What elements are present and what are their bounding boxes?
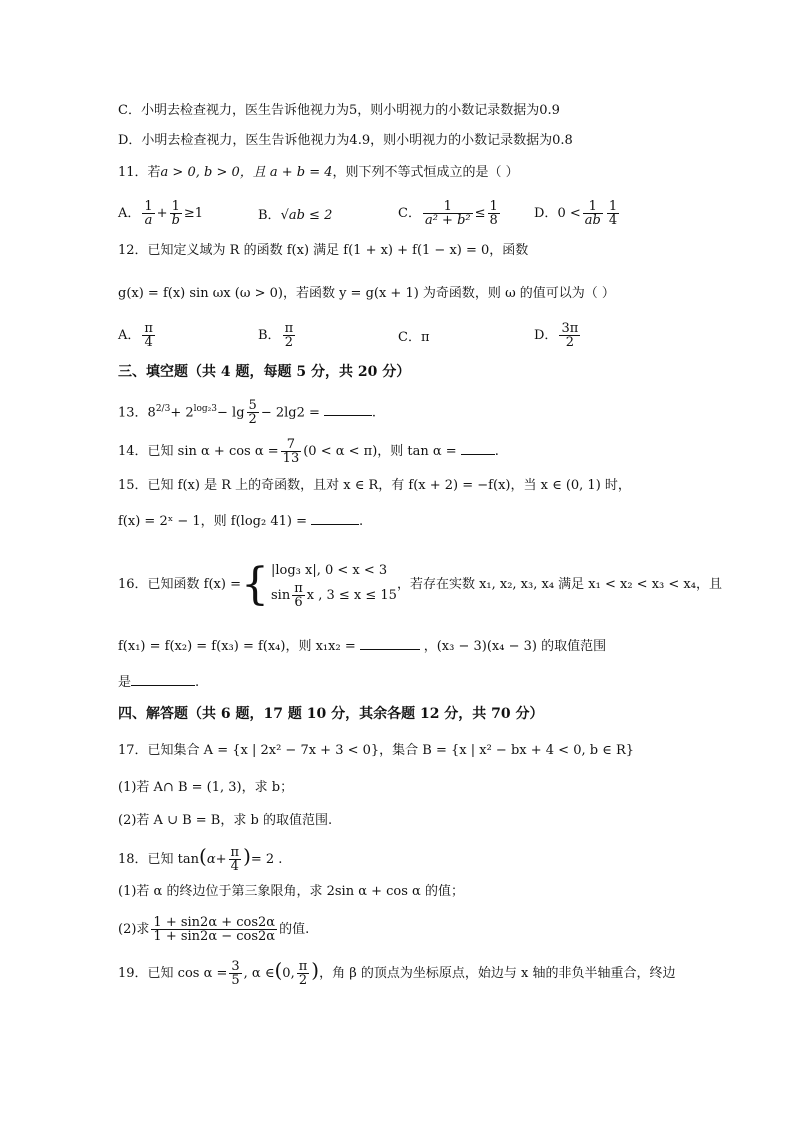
numerator: 3 bbox=[231, 959, 240, 974]
q14-condition: (0 < α < π)，则 tan α = bbox=[303, 444, 457, 459]
fraction bbox=[583, 200, 603, 227]
q19-tail: ，角 β 的顶点为坐标原点，始边与 x 轴的非负半轴重合，终边 bbox=[319, 966, 676, 981]
denominator: 2 bbox=[248, 412, 257, 428]
q11-option-b bbox=[258, 206, 332, 226]
q11-option-c bbox=[398, 200, 502, 227]
fraction bbox=[142, 200, 154, 227]
q11-stem bbox=[118, 163, 519, 183]
numerator: π bbox=[284, 321, 294, 336]
piece-1: |log₃ x|, 0 < x < 3 bbox=[271, 563, 388, 578]
interval-start: 0, bbox=[282, 966, 295, 981]
q14-end: . bbox=[494, 444, 499, 459]
q18-tail: = 2 . bbox=[250, 852, 283, 867]
fraction bbox=[292, 582, 305, 609]
option-label: C． bbox=[398, 330, 421, 345]
q15-expr: f(x) = 2ˣ − 1，则 f(log₂ 41) = bbox=[118, 514, 307, 529]
q13-exponent: 2/3 bbox=[155, 404, 171, 414]
brace-symbol: { bbox=[241, 558, 269, 610]
q16-prefix: 16．已知函数 f(x) = bbox=[118, 577, 241, 592]
q18-part2 bbox=[118, 912, 309, 948]
denominator: 6 bbox=[294, 595, 303, 610]
denominator: 4 bbox=[144, 335, 153, 350]
option-label: B． bbox=[258, 328, 281, 343]
q13-base: 8 bbox=[147, 405, 156, 421]
denominator: 4 bbox=[230, 859, 239, 874]
q17-stem: 17．已知集合 A = {x | 2x² − 7x + 3 < 0}，集合 B = {x | x² − bx + 4 < 0, b ∈ R} bbox=[118, 743, 635, 758]
q19-mid: , α ∈ bbox=[243, 966, 275, 981]
denominator: 5 bbox=[231, 973, 240, 988]
numerator: π bbox=[230, 845, 240, 860]
q13-end: . bbox=[371, 405, 377, 421]
q17-part1: (1)若 A∩ B = (1, 3)，求 b； bbox=[118, 780, 294, 795]
expr-tail: ≥1 bbox=[183, 206, 204, 221]
denominator: 13 bbox=[282, 451, 300, 466]
q12-line1: 12．已知定义域为 R 的函数 f(x) 满足 f(1 + x) + f(1 − x) = 0，函数 bbox=[118, 243, 529, 258]
section-3-heading: 三、填空题（共 4 题，每题 5 分，共 20 分） bbox=[118, 364, 411, 380]
answer-blank[interactable] bbox=[461, 442, 495, 455]
paren-left: ( bbox=[199, 844, 207, 868]
q16-end: . bbox=[195, 675, 200, 690]
piecewise-cases bbox=[271, 560, 397, 609]
q12-option-d bbox=[534, 322, 582, 349]
numerator: π bbox=[294, 581, 303, 596]
q10-option-c: C．小明去检查视力，医生告诉他视力为5，则小明视力的小数记录数据为0.9 bbox=[118, 103, 560, 118]
option-label: B． bbox=[258, 208, 281, 223]
fraction bbox=[170, 200, 182, 227]
q11-condition: a > 0, b > 0，且 a + b = 4 bbox=[160, 165, 333, 180]
piece-2-func: sin bbox=[271, 588, 291, 603]
expr-head: 0 < bbox=[557, 206, 581, 221]
numerator: 7 bbox=[281, 438, 302, 452]
paren-right: ) bbox=[243, 844, 251, 868]
q14-prefix: 14．已知 sin α + cos α = bbox=[118, 444, 279, 459]
fraction bbox=[229, 846, 242, 873]
q16-line3-prefix: 是 bbox=[118, 675, 132, 690]
fraction bbox=[151, 916, 277, 943]
numerator: 1 bbox=[423, 200, 473, 214]
q11-option-d bbox=[534, 200, 621, 227]
option-label: D． bbox=[534, 328, 558, 343]
q13-exponent2: log₂3 bbox=[193, 404, 218, 414]
numerator: 1 + sin2α + cos2α bbox=[153, 915, 276, 930]
fraction bbox=[281, 438, 302, 465]
q18-part1: (1)若 α 的终边位于第三象限角，求 2sin α + cos α 的值； bbox=[118, 884, 464, 899]
denominator: ab bbox=[584, 213, 601, 228]
option-expr: √ab ≤ 2 bbox=[280, 208, 333, 223]
denominator: 2 bbox=[284, 335, 293, 350]
q12-option-c bbox=[398, 328, 430, 348]
q18-part2-tail: 的值. bbox=[279, 922, 310, 937]
q13-prefix: 13． bbox=[118, 405, 148, 421]
denominator: 4 bbox=[608, 213, 618, 228]
q11-prefix: 11．若 bbox=[118, 165, 161, 180]
q13-term: − lg bbox=[217, 405, 245, 421]
numerator: 1 bbox=[608, 199, 618, 214]
denominator: a² + b² bbox=[424, 213, 471, 228]
numerator: 5 bbox=[248, 398, 257, 414]
denominator: 2 bbox=[565, 335, 574, 350]
q13-term: + 2 bbox=[170, 405, 194, 421]
fraction bbox=[559, 322, 580, 349]
fraction bbox=[229, 960, 241, 987]
option-label: A． bbox=[118, 328, 141, 343]
option-label: D． bbox=[534, 206, 558, 221]
answer-blank[interactable] bbox=[311, 512, 359, 525]
q16-line2 bbox=[118, 637, 606, 657]
option-expr: π bbox=[420, 330, 430, 345]
numerator: 1 bbox=[144, 199, 153, 214]
q18-prefix: 18．已知 tan bbox=[118, 852, 200, 867]
numerator: π bbox=[298, 959, 308, 974]
q13-term: − 2lg2 = bbox=[260, 405, 320, 421]
numerator: π bbox=[144, 321, 153, 336]
denominator: a bbox=[144, 213, 153, 228]
q17-part2: (2)若 A ∪ B = B，求 b 的取值范围. bbox=[118, 813, 333, 828]
piece-2 bbox=[271, 582, 397, 609]
q16-expr2: ，(x₃ − 3)(x₄ − 3) 的取值范围 bbox=[423, 639, 607, 654]
q16-expr: f(x₁) = f(x₂) = f(x₃) = f(x₄)，则 x₁x₂ = bbox=[118, 639, 356, 654]
q18-stem bbox=[118, 838, 282, 874]
q13 bbox=[118, 394, 377, 428]
answer-blank[interactable] bbox=[360, 637, 420, 650]
q16-line3 bbox=[118, 673, 199, 693]
q15-line1: 15．已知 f(x) 是 R 上的奇函数，且对 x ∈ R，有 f(x + 2) = −f(x)，当 x ∈ (0, 1) 时， bbox=[118, 478, 631, 493]
piece-2-tail: x , 3 ≤ x ≤ 15 bbox=[306, 588, 397, 603]
q16-suffix: ，若存在实数 x₁, x₂, x₃, x₄ 满足 x₁ < x₂ < x₃ < x₄，且 bbox=[396, 577, 722, 592]
alpha-symbol: α+ bbox=[206, 852, 227, 867]
denominator: 1 + sin2α − cos2α bbox=[153, 929, 276, 944]
numerator: 3π bbox=[561, 321, 579, 336]
fraction bbox=[142, 322, 155, 349]
q15-end: . bbox=[358, 514, 364, 529]
option-label: A． bbox=[118, 206, 141, 221]
denominator: 2 bbox=[298, 973, 308, 988]
q12-option-b bbox=[258, 322, 297, 349]
q10-option-d: D．小明去检查视力，医生告诉他视力为4.9，则小明视力的小数记录数据为0.8 bbox=[118, 133, 573, 148]
answer-blank[interactable] bbox=[131, 673, 195, 686]
q19-stem bbox=[118, 952, 675, 988]
fraction bbox=[297, 960, 310, 987]
q16-line1 bbox=[118, 552, 722, 618]
q15-line2 bbox=[118, 512, 363, 532]
option-label: C． bbox=[398, 206, 421, 221]
numerator: 1 bbox=[489, 199, 498, 214]
q11-suffix: ，则下列不等式恒成立的是（ ） bbox=[332, 165, 519, 180]
paren-left: ( bbox=[274, 958, 283, 982]
q18-part2-prefix: (2)求 bbox=[118, 922, 150, 937]
numerator: 1 bbox=[583, 200, 603, 214]
q12-line2: g(x) = f(x) sin ωx (ω > 0)，若函数 y = g(x + 1) 为奇函数，则 ω 的值可以为（ ） bbox=[118, 286, 615, 301]
denominator: b bbox=[171, 213, 180, 228]
q19-prefix: 19．已知 cos α = bbox=[118, 966, 228, 981]
fraction bbox=[607, 200, 619, 227]
expr-tail: ≤ bbox=[474, 206, 486, 221]
q11-option-a: A． $\frac{1}{a}$ + $\frac{1}{b}$ ≥1 bbox=[118, 199, 204, 228]
fraction bbox=[283, 322, 296, 349]
denominator: 8 bbox=[489, 213, 498, 228]
q12-option-a bbox=[118, 322, 157, 349]
answer-blank[interactable] bbox=[324, 403, 372, 416]
fraction bbox=[247, 399, 259, 426]
fraction bbox=[423, 200, 473, 227]
section-4-heading: 四、解答题（共 6 题，17 题 10 分，其余各题 12 分，共 70 分） bbox=[118, 706, 544, 722]
paren-right: ) bbox=[311, 958, 320, 982]
numerator: 1 bbox=[170, 200, 182, 214]
fraction bbox=[488, 200, 500, 227]
q14 bbox=[118, 436, 499, 468]
